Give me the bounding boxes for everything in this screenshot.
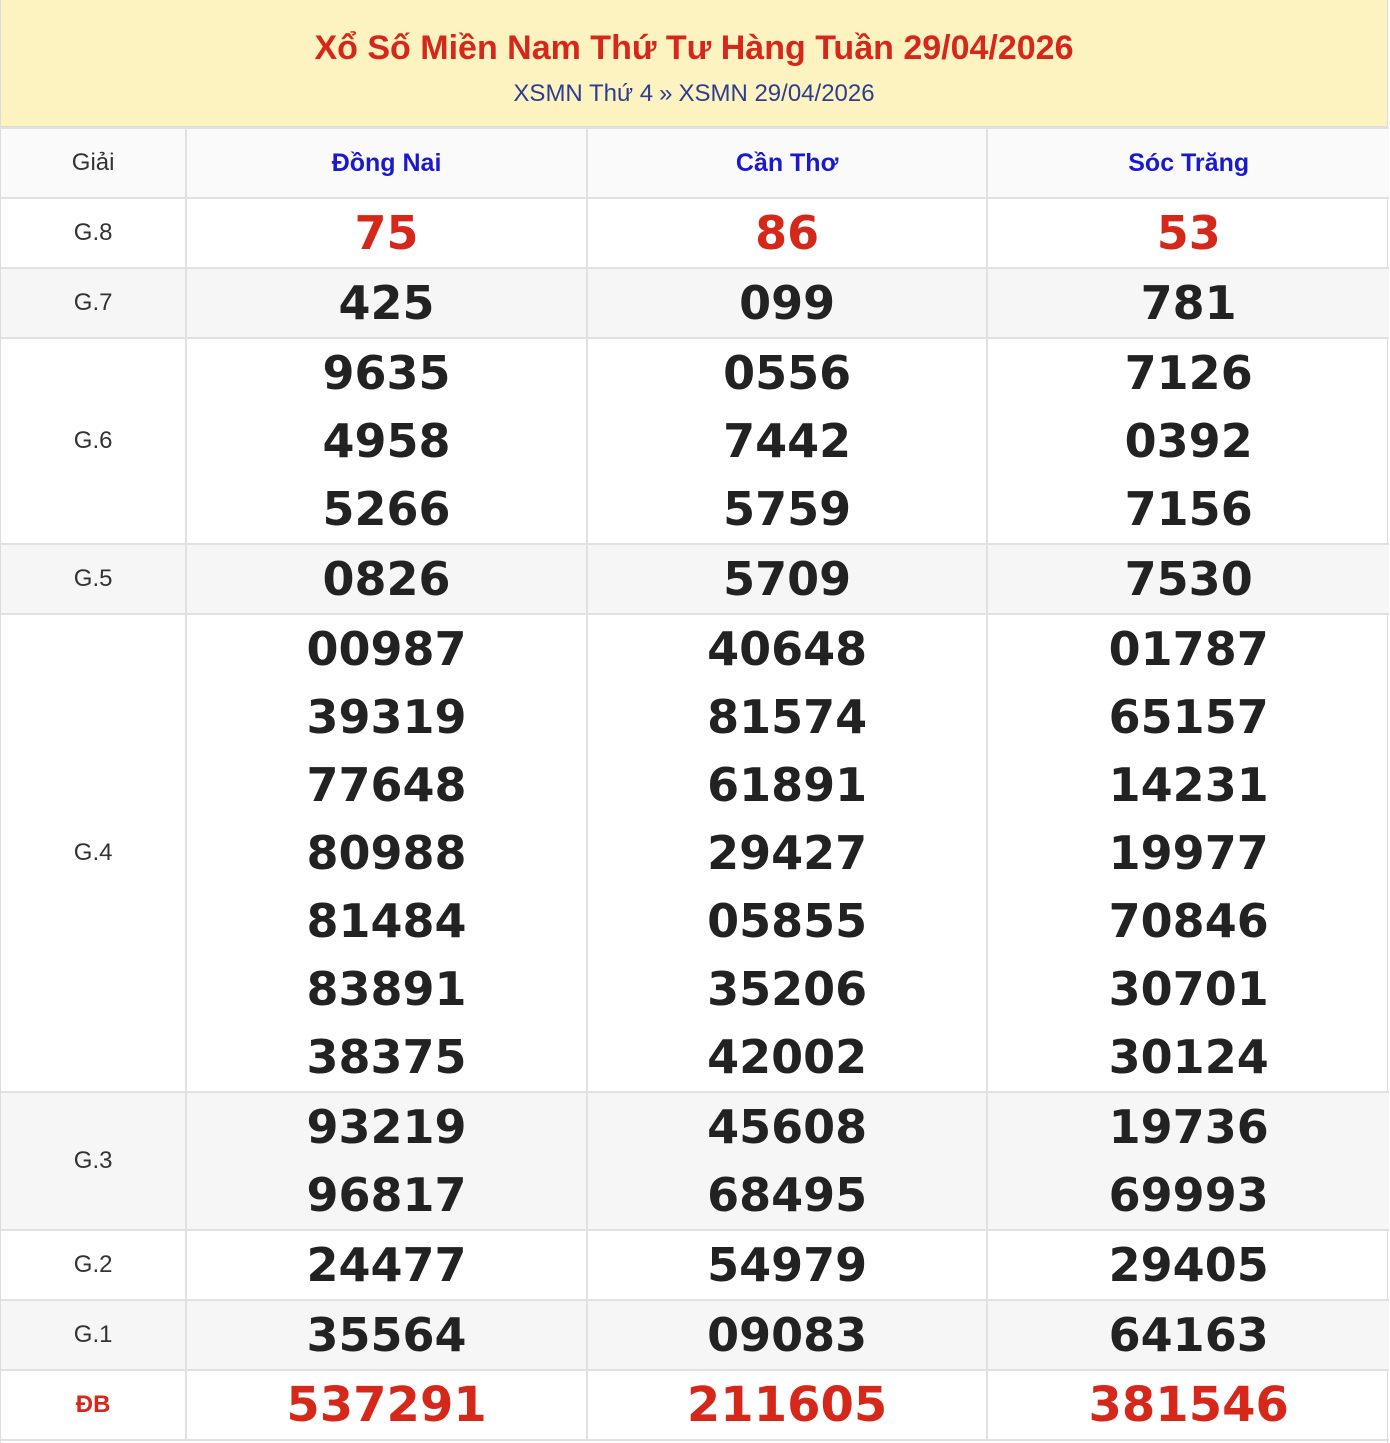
- table-header-row: [1, 128, 1389, 198]
- results-header: [1, 0, 1387, 127]
- result-number: 35564: [306, 1308, 467, 1362]
- result-number: 19977: [1108, 826, 1269, 880]
- result-number: 35206: [707, 962, 868, 1016]
- result-number: 5759: [723, 482, 852, 536]
- result-number: 81484: [306, 894, 467, 948]
- result-cell: [987, 1230, 1389, 1300]
- result-number: 0392: [1124, 414, 1253, 468]
- result-cell: [186, 1300, 587, 1370]
- result-cell: [186, 1370, 587, 1440]
- prize-row-g6: [1, 338, 1389, 544]
- result-number: 65157: [1108, 690, 1269, 744]
- result-cell: [987, 1092, 1389, 1230]
- result-number: 30701: [1108, 962, 1269, 1016]
- result-number: 7442: [723, 414, 852, 468]
- result-number: 86: [755, 206, 820, 260]
- result-number: 93219: [306, 1100, 467, 1154]
- result-number: 00987: [306, 622, 467, 676]
- result-number: 9635: [322, 346, 451, 400]
- breadcrumb-separator: »: [659, 80, 673, 107]
- result-number: 781: [1140, 276, 1237, 330]
- result-number: 099: [739, 276, 836, 330]
- result-number: 54979: [707, 1238, 868, 1292]
- result-number: 69993: [1108, 1168, 1269, 1222]
- result-number: 425: [338, 276, 435, 330]
- result-number: 83891: [306, 962, 467, 1016]
- result-cell: [987, 614, 1389, 1092]
- prize-label-cell: [1, 1300, 186, 1370]
- result-cell: [587, 1092, 988, 1230]
- prize-row-g8: [1, 198, 1389, 268]
- result-number: 537291: [286, 1377, 487, 1433]
- result-cell: [587, 1300, 988, 1370]
- prize-label: G.6: [73, 427, 113, 454]
- prize-label: G.2: [73, 1251, 113, 1278]
- result-number: 29405: [1108, 1238, 1269, 1292]
- prize-row-g3: [1, 1092, 1389, 1230]
- result-number: 7530: [1124, 552, 1253, 606]
- result-number: 45608: [707, 1100, 868, 1154]
- result-number: 19736: [1108, 1100, 1269, 1154]
- result-number: 75: [354, 206, 419, 260]
- result-number: 0826: [322, 552, 451, 606]
- prize-label-cell: [1, 198, 186, 268]
- result-cell: [987, 268, 1389, 338]
- result-number: 0556: [723, 346, 852, 400]
- result-cell: [186, 1092, 587, 1230]
- result-number: 381546: [1088, 1377, 1289, 1433]
- prize-row-g4: [1, 614, 1389, 1092]
- result-cell: [587, 1370, 988, 1440]
- page-title: Xổ Số Miền Nam Thứ Tư Hàng Tuần 29/04/2026: [314, 29, 1074, 67]
- result-number: 7156: [1124, 482, 1253, 536]
- province-link-can-tho[interactable]: Cần Thơ: [735, 148, 839, 177]
- prize-column-label: Giải: [71, 149, 115, 176]
- result-cell: [587, 544, 988, 614]
- column-header-can-tho: [587, 128, 988, 198]
- prize-label: G.8: [73, 219, 113, 246]
- prize-label: G.7: [73, 289, 113, 316]
- result-number: 30124: [1108, 1030, 1269, 1084]
- results-table: [1, 127, 1389, 1441]
- result-number: 5709: [723, 552, 852, 606]
- result-number: 38375: [306, 1030, 467, 1084]
- result-cell: [186, 614, 587, 1092]
- prize-label-cell: [1, 614, 186, 1092]
- prize-label-cell: [1, 338, 186, 544]
- result-cell: [587, 268, 988, 338]
- result-cell: [587, 338, 988, 544]
- result-cell: [587, 198, 988, 268]
- result-number: 211605: [686, 1377, 888, 1433]
- result-cell: [987, 338, 1389, 544]
- result-cell: [587, 1230, 988, 1300]
- breadcrumb: [1, 80, 1387, 108]
- result-number: 68495: [707, 1168, 868, 1222]
- result-number: 05855: [707, 894, 868, 948]
- breadcrumb-link-xsmn-date[interactable]: XSMN 29/04/2026: [678, 80, 875, 107]
- prize-row-g1: [1, 1300, 1389, 1370]
- prize-label: G.5: [73, 565, 113, 592]
- result-number: 40648: [707, 622, 868, 676]
- result-number: 4958: [322, 414, 451, 468]
- result-number: 77648: [306, 758, 467, 812]
- result-number: 96817: [306, 1168, 467, 1222]
- prize-label-cell: [1, 1092, 186, 1230]
- result-number: 80988: [306, 826, 467, 880]
- result-number: 01787: [1108, 622, 1269, 676]
- province-link-soc-trang[interactable]: Sóc Trăng: [1128, 148, 1250, 177]
- result-cell: [987, 544, 1389, 614]
- prize-label: G.4: [73, 839, 113, 866]
- result-cell: [987, 1300, 1389, 1370]
- prize-row-special: [1, 1370, 1389, 1440]
- result-number: 61891: [707, 758, 868, 812]
- column-header-soc-trang: [987, 128, 1389, 198]
- result-cell: [186, 544, 587, 614]
- prize-row-g2: [1, 1230, 1389, 1300]
- result-number: 70846: [1108, 894, 1269, 948]
- result-number: 5266: [322, 482, 451, 536]
- result-cell: [587, 614, 988, 1092]
- column-header-prize: [1, 128, 186, 198]
- result-cell: [987, 198, 1389, 268]
- prize-row-g5: [1, 544, 1389, 614]
- result-cell: [186, 338, 587, 544]
- column-header-dong-nai: [186, 128, 587, 198]
- result-number: 29427: [707, 826, 868, 880]
- prize-label-cell: [1, 544, 186, 614]
- breadcrumb-link-xsmn-thu-4[interactable]: XSMN Thứ 4: [513, 80, 654, 107]
- prize-label-cell: [1, 1370, 186, 1440]
- result-number: 39319: [306, 690, 467, 744]
- result-cell: [987, 1370, 1389, 1440]
- result-cell: [186, 1230, 587, 1300]
- prize-label-cell: [1, 1230, 186, 1300]
- province-link-dong-nai[interactable]: Đồng Nai: [331, 148, 442, 177]
- result-number: 81574: [707, 690, 868, 744]
- result-number: 24477: [306, 1238, 467, 1292]
- prize-label: G.1: [73, 1321, 113, 1348]
- result-number: 14231: [1108, 758, 1269, 812]
- result-cell: [186, 268, 587, 338]
- prize-label-cell: [1, 268, 186, 338]
- result-number: 7126: [1124, 346, 1253, 400]
- result-number: 64163: [1108, 1308, 1269, 1362]
- prize-row-g7: [1, 268, 1389, 338]
- result-cell: [186, 198, 587, 268]
- prize-label: G.3: [73, 1147, 113, 1174]
- prize-label: ĐB: [75, 1391, 111, 1418]
- result-number: 09083: [707, 1308, 868, 1362]
- result-number: 42002: [707, 1030, 868, 1084]
- result-number: 53: [1156, 206, 1221, 260]
